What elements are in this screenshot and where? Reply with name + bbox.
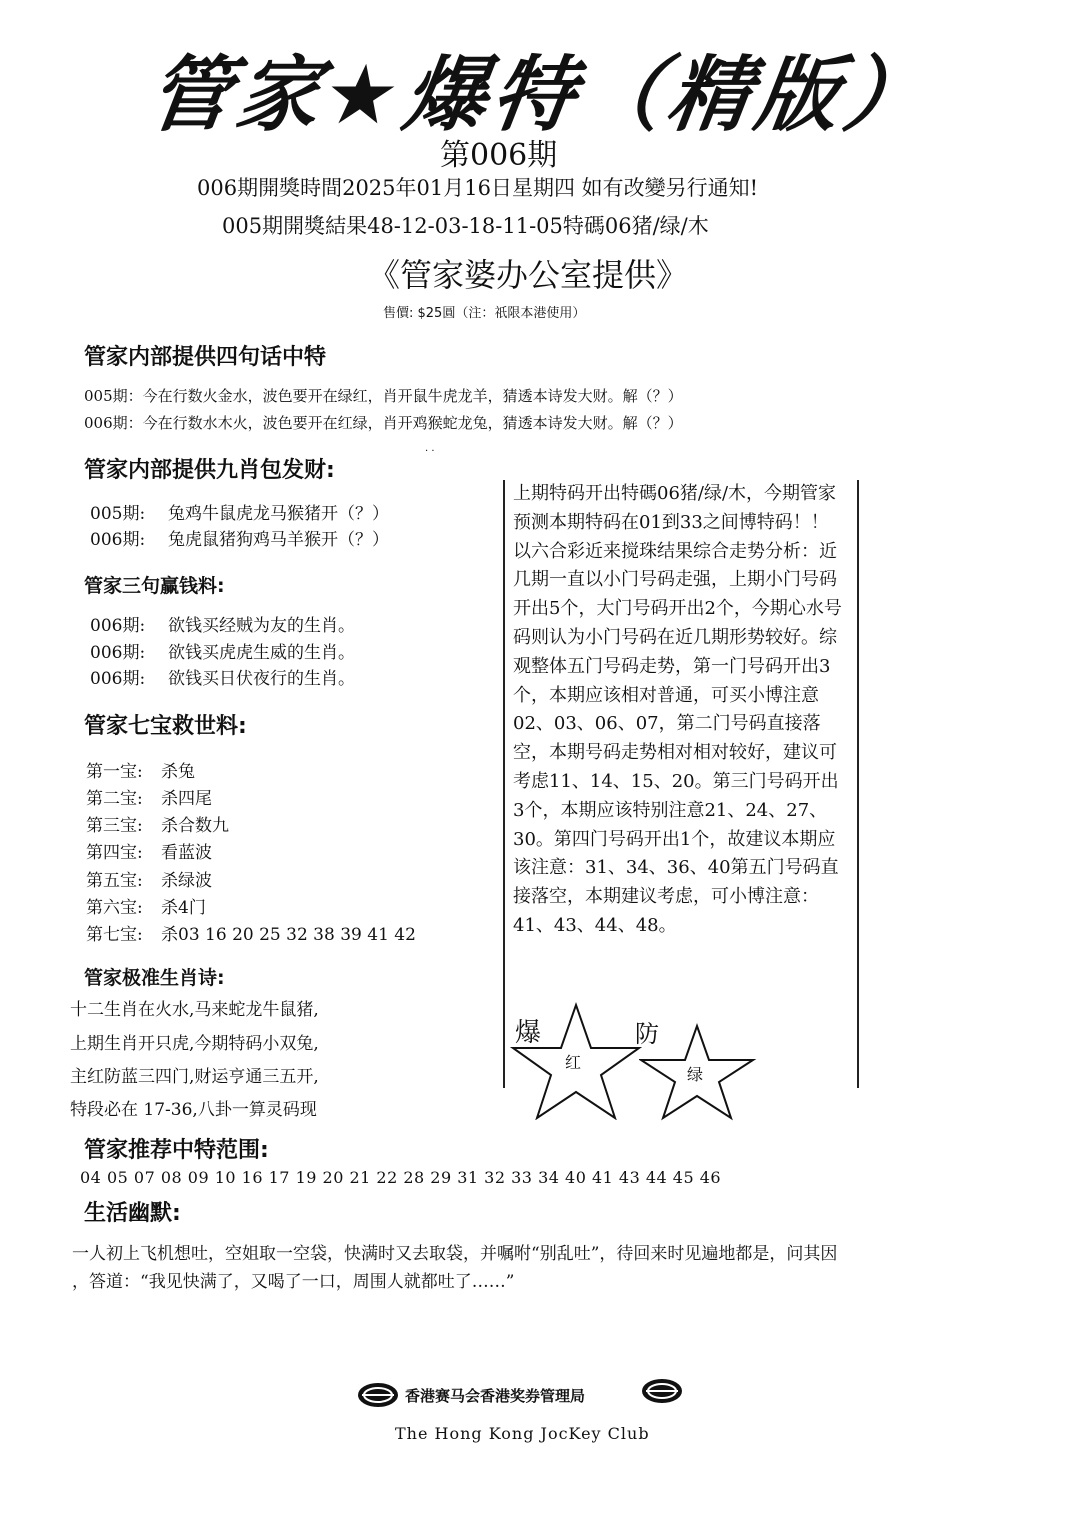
- poem-heading: 管家极准生肖诗:: [84, 967, 225, 989]
- item-text: 欲钱买虎虎生威的生肖。: [168, 643, 355, 663]
- humor-heading: 生活幽默:: [84, 1201, 181, 1226]
- poem-line: 上期生肖开只虎,今期特码小双兔,: [70, 1034, 319, 1054]
- nine-zodiac-item: [90, 525, 389, 550]
- item-label: 第二宝:: [86, 789, 143, 809]
- item-text: 杀绿波: [161, 871, 212, 891]
- humor-line: 一人初上飞机想吐，空姐取一空袋，快满时又去取袋，并嘱咐“别乱吐”，待回来时见遍地都是，问其因: [72, 1244, 838, 1264]
- jockey-club-logo-icon: [356, 1380, 400, 1410]
- seven-treasures-heading: 管家七宝救世料:: [84, 714, 247, 739]
- item-text: 兔虎鼠猪狗鸡马羊猴开（？）: [168, 530, 389, 550]
- item-text: 看蓝波: [161, 843, 212, 863]
- item-label: 006期:: [90, 643, 146, 663]
- star-green-text: 绿: [687, 1065, 704, 1084]
- item-text: 杀四尾: [161, 789, 212, 809]
- three-sentences-item: [90, 611, 355, 636]
- poem-line: 主红防蓝三四门,财运亨通三五开,: [70, 1067, 319, 1087]
- item-label: 006期:: [90, 530, 146, 550]
- draw-notice: 006期開獎時間2025年01月16日星期四 如有改變另行通知!: [197, 176, 759, 200]
- three-sentences-heading: 管家三句赢钱料:: [84, 575, 225, 597]
- treasure-item: [86, 811, 229, 836]
- item-label: 第六宝:: [86, 898, 143, 918]
- nine-zodiac-item: [90, 499, 389, 524]
- item-label: 第三宝:: [86, 816, 143, 836]
- footer-org-en: The Hong Kong JocKey Club: [395, 1424, 650, 1443]
- humor-line: ，答道：“我见快满了，又喝了一口，周围人就都吐了……”: [72, 1272, 515, 1292]
- nine-zodiac-heading: 管家内部提供九肖包发财:: [84, 458, 335, 483]
- three-sentences-item: [90, 638, 355, 663]
- item-text: 杀03 16 20 25 32 38 39 41 42: [161, 925, 416, 945]
- item-text: 兔鸡牛鼠虎龙马猴猪开（？）: [168, 504, 389, 524]
- analysis-text: 上期特码开出特碼06猪/绿/木，今期管家预测本期特码在01到33之间博特码！！ 以六合彩近来搅珠结果综合走势分析：近几期一直以小门号码走强，上期小门号码开出5个，大门号码开出2个，今期心水号码则认为小门号码在近几期形势较好。综观整体五门号码走势，第一门号码开出3个，本期应该相对普通，可买小博注意02、03、06、07，第二门号码直接落空，本期号码走势相对相对较好，建议可考虑11、14、15、20。第三门号码开出3个，本期应该特别注意21、24、27、30。第四门号码开出1个，故建议本期应该注意：31、34、36、40第五门号码直接落空，本期建议考虑，可小博注意：41、43、44、48。: [513, 483, 842, 936]
- item-label: 第七宝:: [86, 925, 143, 945]
- item-text: 杀合数九: [161, 816, 229, 836]
- bao-label: 爆: [515, 1018, 542, 1048]
- four-sentences-line: 006期：今在行数水木火，波色要开在红绿，肖开鸡猴蛇龙兔，猜透本诗发大财。解（？）: [84, 414, 683, 432]
- item-text: 杀4门: [161, 898, 206, 918]
- stray-dots: · ·: [425, 446, 435, 457]
- fang-label: 防: [635, 1020, 659, 1048]
- item-label: 第一宝:: [86, 762, 143, 782]
- item-label: 006期:: [90, 616, 146, 636]
- treasure-item: [86, 920, 416, 945]
- three-sentences-item: [90, 664, 355, 689]
- treasure-item: [86, 757, 195, 782]
- poem-line: 十二生肖在火水,马来蛇龙牛鼠猪,: [70, 1000, 319, 1020]
- treasure-item: [86, 838, 212, 863]
- item-label: 005期:: [90, 504, 146, 524]
- item-text: 欲钱买经贼为友的生肖。: [168, 616, 355, 636]
- item-label: 第五宝:: [86, 871, 143, 891]
- item-label: 006期:: [90, 669, 146, 689]
- price-note: 售價: $25圓（注：祇限本港使用）: [383, 306, 586, 321]
- item-text: 杀兔: [161, 762, 195, 782]
- provider-line: 《管家婆办公室提供》: [368, 256, 689, 294]
- issue-number: 第006期: [440, 138, 558, 173]
- range-heading: 管家推荐中特范围:: [84, 1138, 269, 1163]
- treasure-item: [86, 784, 212, 809]
- four-sentences-heading: 管家内部提供四句话中特: [84, 345, 327, 370]
- item-label: 第四宝:: [86, 843, 143, 863]
- range-numbers: 04 05 07 08 09 10 16 17 19 20 21 22 28 29 31 32 33 34 40 41 43 44 45 46: [80, 1168, 722, 1187]
- page-title: 管家★爆特（精版）: [142, 48, 940, 143]
- analysis-box: [503, 480, 859, 1088]
- item-text: 欲钱买日伏夜行的生肖。: [168, 669, 355, 689]
- star-red-text: 红: [565, 1053, 582, 1072]
- four-sentences-line: 005期：今在行数火金水，波色要开在绿红，肖开鼠牛虎龙羊，猜透本诗发大财。解（？）: [84, 387, 683, 405]
- jockey-club-logo-icon: [640, 1376, 684, 1406]
- treasure-item: [86, 893, 206, 918]
- poem-line: 特段必在 17-36,八卦一算灵码现: [70, 1100, 317, 1120]
- footer-org-cn: 香港赛马会香港奖券管理局: [405, 1387, 586, 1405]
- last-result: 005期開獎結果48-12-03-18-11-05特碼06猪/绿/木: [222, 214, 709, 238]
- treasure-item: [86, 866, 212, 891]
